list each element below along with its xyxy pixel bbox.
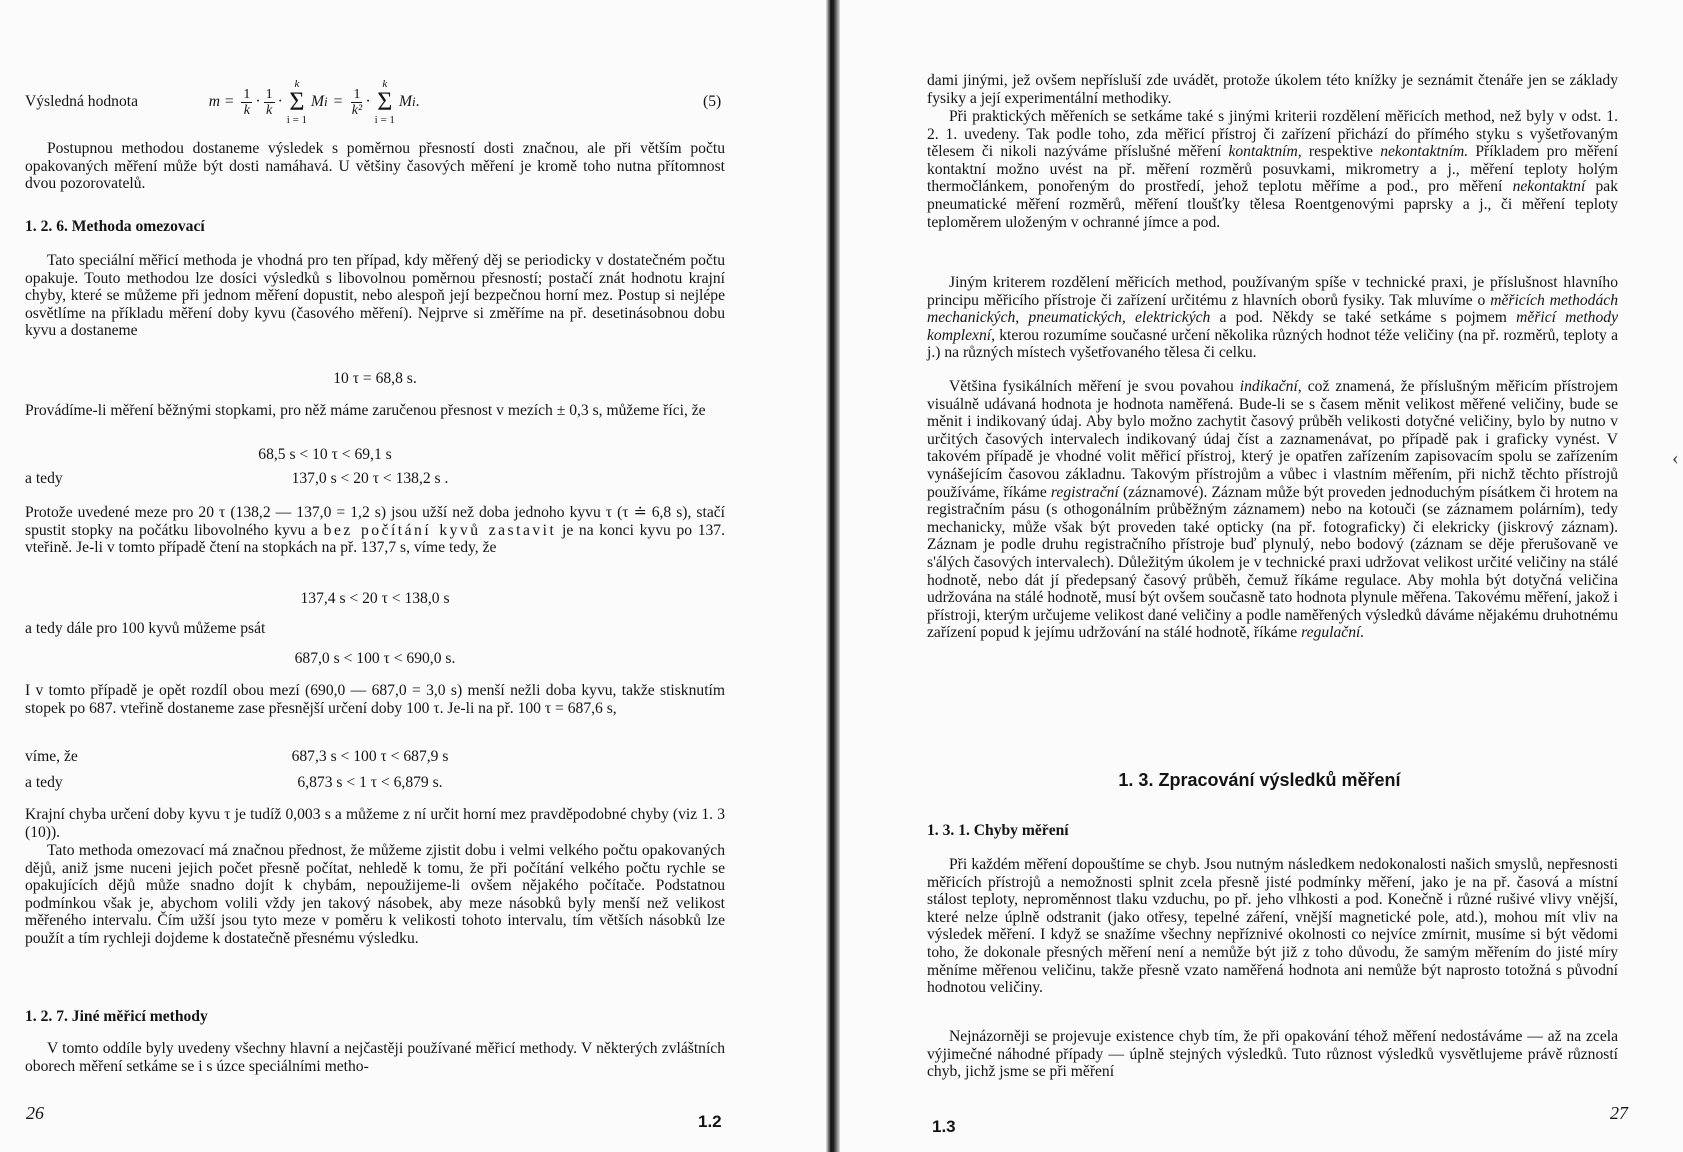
section-marker: 1.3 bbox=[932, 1117, 956, 1136]
m-i: M bbox=[311, 93, 325, 111]
paragraph: a tedy dále pro 100 kyvů můžeme psát bbox=[25, 620, 266, 637]
equation-label: víme, že bbox=[25, 748, 78, 765]
frac-3: $\frac{1}{\text{k²}}$ bbox=[351, 86, 363, 118]
paragraph: Většina fysikálních měření je svou povahou indikační, což znamená, že příslušným měřicím přístrojem visuálně udávaná hodnota je hodnota naměřená. Bude-li se s časem měnit velikost měřené veličiny, bude se měnit i indikovaný údaj. Aby bylo možno zachytit časový průběh velikosti dotyčné veličiny, bylo by nutno v určitých časových intervalech indikovaný údaj číst a zaznamenávat, po případě pak i graficky vynést. V takovém případě je vhodné volit měřicí přístroj, který je opatřen zařízením zapisovacím spolu se zařízením vynášejícím časovou základnu. Takovým přístrojům a vůbec i vlastním měřením, při nichž těchto přístrojů používáme, říkáme registrační (záznamové). Záznam může být proveden jednoduchým písátkem či hrotem na registračním pásu (s othogonálním průběžným záznamem) nebo na kotouči (se záznamem polárním), tedy mechanicky, může však být proveden také opticky (na př. fotograficky) či elekricky (jiskrový záznam). Záznam je podle druhu registračního přístroje buď plynulý, nebo bodový (záznam se děje přerušovaně ve s'álých časových intervalech). Důležitým úkolem je v technické praxi udržovat velikost určité veličiny na stálé hodnotě, nebo dát jí předepsaný časový průběh, čemuž říkáme regulace. Aby mohla být dotyčná veličina udržována na stálé hodnotě, musí být ovšem současně tato hodnota plynule měřena. Takovému měření, jakož i přístroji, kterým určujeme velikost dané veličiny a podle naměřených výsledků dáváme nějakému druhotnému zařízení popud k jejímu udržování na stálé hodnotě, říkáme regulační. bbox=[927, 378, 1619, 642]
equation: 6,873 s < 1 τ < 6,879 s. bbox=[297, 774, 443, 791]
equation: 10 τ = 68,8 s. bbox=[333, 370, 417, 387]
paragraph: Postupnou methodou dostaneme výsledek s poměrnou přesností dosti značnou, ale při větším počtu opakovaných měření může být dosti namáhavá. U většiny časových měření je kromě toho nutna přítomnost dvou pozorovatelů. bbox=[25, 140, 725, 193]
heading-1-3: 1. 3. Zpracování výsledků měření bbox=[1118, 770, 1401, 790]
left-page bbox=[0, 0, 830, 1152]
paragraph: V tomto oddíle byly uvedeny všechny hlavní a nejčastěji používané měřicí methody. V některých zvláštních oborech měření setkáme se i s úzce speciálními metho- bbox=[25, 1040, 725, 1075]
formula-lhs: m = bbox=[208, 93, 235, 111]
paragraph: Tato methoda omezovací má značnou přednost, že můžeme zjistit dobu i velmi velkého počtu opakovaných dějů, aniž jsme nuceni jejich počet přesně počítat, nehledě k tomu, že při počítání velkého počtu rychle se opakujících dějů může snadno dojít k chybám, nepoužijeme-li ovšem nějakého počítače. Podstatnou podmínkou však je, abychom volili vždy jen takový násobek, aby meze násobků byly menší než velikost měřeného intervalu. Čím užší jsou tyto meze v poměru k velikosti tohoto intervalu, tím větších násobků lze použít a tím rychleji dojdeme k dostatečně přesnému výsledku. bbox=[25, 842, 725, 947]
equals: = bbox=[333, 93, 343, 111]
frac-2: $\frac{1}{k}$ bbox=[265, 86, 273, 118]
page-number: 27 bbox=[1610, 1103, 1628, 1123]
heading-1-2-6: 1. 2. 6. Methoda omezovací bbox=[25, 218, 205, 235]
paragraph: Protože uvedené meze pro 20 τ (138,2 — 137,0 = 1,2 s) jsou užší než doba jednoho kyvu τ (τ ≐ 6,8 s), stačí spustit stopky na počátku libovolného kyvu a bez počítání kyvů zastavit je na konci kyvu po 137. vteřině. Je-li v tomto případě čtení na stopkách na př. 137,7 s, víme tedy, že bbox=[25, 504, 725, 557]
m-i-tail: M bbox=[398, 93, 412, 111]
paragraph: Tato speciální měřicí methoda je vhodná pro ten případ, kdy měřený děj se periodicky v dostatečném počtu opakuje. Touto methodou lze dosíci výsledků s libovolnou poměrnou přesností; postačí znát hodnotu krajní chyby, které se můžeme při jednom měření dopustit, nebo alespoň její bezpečnou horní mez. Postup si nejlépe osvětlíme na příkladu měření doby kyvu (časového měření). Nejprve si změříme na př. desetinásobnou dobu kyvu a dostaneme bbox=[25, 252, 725, 340]
paragraph: dami jinými, jež ovšem nepřísluší zde uvádět, protože úkolem této knížky je seznámit čtenáře jen se základy fysiky a její experimentální methodiky. bbox=[927, 72, 1618, 107]
formula-label: Výsledná hodnota bbox=[25, 93, 139, 111]
paragraph: I v tomto případě je opět rozdíl obou mezí (690,0 — 687,0 = 3,0 s) menší nežli doba kyvu, takže stisknutím stopek po 687. vteřině dostaneme zase přesnější určení doby 100 τ. Je-li na př. 100 τ = 687,6 s, bbox=[25, 682, 725, 717]
equation: 137,0 s < 20 τ < 138,2 s . bbox=[291, 470, 449, 487]
page-number: 26 bbox=[26, 1103, 44, 1123]
equation-label: a tedy bbox=[25, 470, 63, 487]
sum-symbol-1: k Σ i = 1 bbox=[286, 78, 308, 126]
equation-number: (5) bbox=[703, 93, 722, 111]
sum-symbol-2: k Σ i = 1 bbox=[374, 78, 395, 126]
equation: 687,0 s < 100 τ < 690,0 s. bbox=[294, 650, 456, 667]
paragraph: Při každém měření dopouštíme se chyb. Jsou nutným následkem nedokonalosti našich smyslů, nepřesnosti měřicích přístrojů a nemožnosti splnit zcela přesně jisté podmínky měření, jako je na př. časová a místní stálost teploty, neproměnnost tlaku vzduchu, po př. jeho vlhkosti a pod. Konečně i různé rušivé vlivy vnější, které nelze úplně odstranit (jako otřesy, tepelné záření, vnější magnetické pole, atd.), mohou mít vliv na výsledek měření. I když se snažíme všechny nepříznivé okolnosti co nejvíce zmírnit, musíme si být vědomi toho, že dokonale přesných měření není a nemůže být již z toho důvodu, že samým měřením do jisté míry měníme měřenou veličinu, takže přesně vzato naměřená hodnota ani nemůže být naprosto totožná s původní hodnotou veličiny. bbox=[927, 856, 1618, 997]
equation: 68,5 s < 10 τ < 69,1 s bbox=[258, 446, 392, 463]
equation-label: a tedy bbox=[25, 774, 63, 791]
paragraph: Krajní chyba určení doby kyvu τ je tudíž 0,003 s a můžeme z ní určit horní mez pravděpodobné chyby (viz 1. 3 (10)). bbox=[25, 806, 725, 841]
formula-5: Výsledná hodnota m = $\frac{1}{k}$ · $\frac{1}{k}$ · k Σ i = 1 M i = $\frac{1}{\text{k²}}$ · k Σ i = 1 M i . (5) bbox=[25, 78, 722, 126]
heading-1-3-1: 1. 3. 1. Chyby měření bbox=[927, 822, 1069, 839]
page-edge-mark: ‹ bbox=[1672, 447, 1679, 469]
right-page bbox=[836, 0, 1683, 1152]
paragraph: Při praktických měřeních se setkáme také s jinými kriterii rozdělení měřicích method, než byly v odst. 1. 2. 1. uvedeny. Tak podle toho, zda měřicí přístroj či zařízení přichází do přímého styku s vyšetřovaným tělesem či nikoli nazýváme příslušné měření kontaktním, respektive nekontaktním. Příkladem pro měření kontaktní možno uvést na př. měření rozměrů posuvkami, mikrometry a j., měření teploty holým thermočlánkem, ponořeným do prostředí, jehož teplotu měříme a pod., pro měření nekontaktní pak pneumatické měření rozměrů, měření tloušťky tělesa Roentgenovými paprsky a j., či měření teploty teploměrem uloženým v ochranné jímce a pod. bbox=[927, 108, 1618, 231]
equation: 137,4 s < 20 τ < 138,0 s bbox=[300, 590, 450, 607]
section-marker: 1.2 bbox=[698, 1112, 722, 1131]
frac-1: $\frac{1}{k}$ bbox=[243, 86, 251, 118]
paragraph: Provádíme-li měření běžnými stopkami, pro něž máme zaručenou přesnost v mezích ± 0,3 s, můžeme říci, že bbox=[25, 402, 706, 419]
equation: 687,3 s < 100 τ < 687,9 s bbox=[291, 748, 449, 765]
paragraph: Nejnázorněji se projevuje existence chyb tím, že při opakování téhož měření nedostáváme — až na zcela výjimečné náhodné případy — úplně stejných výsledků. Tuto různost výsledků vysvětlujeme právě růzností chyb, jichž jsme se při měření bbox=[927, 1028, 1618, 1081]
heading-1-2-7: 1. 2. 7. Jiné měřicí methody bbox=[25, 1008, 208, 1025]
paragraph: Jiným kriterem rozdělení měřicích method, používaným spíše v technické praxi, je příslušnost hlavního principu měřicího přístroje či zařízení určitému z hlavních oborů fysiky. Tak mluvíme o měřicích methodách mechanických, pneumatických, elektrických a pod. Někdy se také setkáme s pojmem měřicí methody komplexní, kterou rozumíme současné určení několika různých hodnot téže veličiny (na př. rozměrů, teploty a j.) na různých místech vyšetřovaného tělesa či celku. bbox=[927, 274, 1618, 362]
